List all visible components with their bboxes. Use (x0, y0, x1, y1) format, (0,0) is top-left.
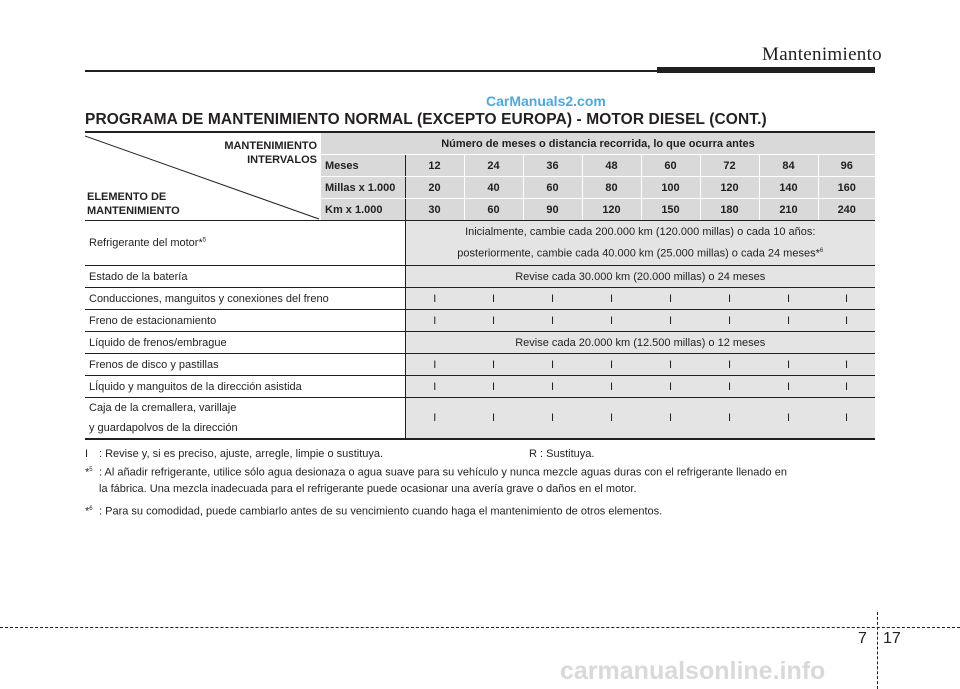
units-value: 36 (523, 155, 582, 177)
inspect-mark: I (700, 398, 759, 440)
inspect-mark: I (405, 310, 464, 332)
units-value: 84 (759, 155, 818, 177)
inspect-mark: I (759, 310, 818, 332)
inspect-mark: I (818, 354, 875, 376)
units-value: 48 (582, 155, 641, 177)
units-value: 96 (818, 155, 875, 177)
units-value: 150 (641, 199, 700, 221)
inspect-mark: I (405, 376, 464, 398)
page-number: 17 (883, 630, 901, 647)
units-value: 72 (700, 155, 759, 177)
note-coolant-symbol: *$^5$ (85, 466, 93, 479)
page-title: PROGRAMA DE MANTENIMIENTO NORMAL (EXCEPTO EUROPA) - MOTOR DIESEL (CONT.) (85, 111, 767, 128)
note-convenience: *$^6$ : Para su comodidad, puede cambiarlo antes de su vencimiento cuando haga el mantenimiento de otros elementos. (85, 501, 885, 520)
inspect-mark: I (464, 288, 523, 310)
inspect-mark: I (759, 354, 818, 376)
units-value: 90 (523, 199, 582, 221)
units-label-km: Km x 1.000 (321, 199, 405, 221)
footer-vertical-dash (877, 612, 878, 689)
units-value: 240 (818, 199, 875, 221)
table-row (85, 266, 875, 288)
interval-text: Revise cada 30.000 km (20.000 millas) o 24 meses (405, 266, 875, 288)
inspect-mark: I (759, 288, 818, 310)
table-row (85, 398, 875, 440)
inspect-mark: I (464, 310, 523, 332)
units-value: 12 (405, 155, 464, 177)
inspect-mark: I (700, 288, 759, 310)
units-value: 120 (700, 177, 759, 199)
table-row (85, 221, 875, 266)
units-value: 60 (464, 199, 523, 221)
inspect-mark: I (759, 398, 818, 440)
note-replace-text: R : Sustituya. (529, 448, 595, 460)
note-coolant-continued: la fábrica. Una mezcla inadecuada para el refrigerante puede ocasionar una avería grave o daños en el motor. (99, 482, 637, 495)
interval-header: Número de meses o distancia recorrida, lo que ocurra antes (321, 132, 875, 155)
inspect-mark: I (700, 354, 759, 376)
inspect-mark: I (759, 376, 818, 398)
inspect-mark: I (464, 398, 523, 440)
units-value: 40 (464, 177, 523, 199)
units-value: 24 (464, 155, 523, 177)
note-inspect-text: : Revise y, si es preciso, ajuste, arregle, limpie o sustituya. (99, 448, 384, 460)
chapter-number: 7 (858, 630, 867, 647)
item-label: Líquido de frenos/embrague (85, 332, 405, 354)
inspect-mark: I (582, 354, 641, 376)
note-inspect (85, 446, 885, 462)
inspect-mark: I (582, 398, 641, 440)
units-value: 140 (759, 177, 818, 199)
item-label: Estado de la batería (85, 266, 405, 288)
units-value: 160 (818, 177, 875, 199)
table-row (85, 354, 875, 376)
units-label-miles: Millas x 1.000 (321, 177, 405, 199)
inspect-mark: I (582, 376, 641, 398)
note-convenience-symbol: *$^6$ (85, 505, 93, 518)
section-header-title: Mantenimiento (762, 44, 882, 65)
inspect-mark: I (700, 310, 759, 332)
units-value: 60 (641, 155, 700, 177)
corner-intervals-label: MANTENIMIENTO INTERVALOS (224, 140, 317, 166)
units-value: 100 (641, 177, 700, 199)
item-label: Caja de la cremallera, varillaje y guardapolvos de la dirección (85, 398, 405, 440)
maintenance-table (85, 131, 875, 440)
watermark-bottom: carmanualsonline.info (560, 657, 826, 685)
header-bar (657, 67, 875, 73)
inspect-mark: I (818, 398, 875, 440)
units-value: 210 (759, 199, 818, 221)
inspect-mark: I (464, 354, 523, 376)
item-label: Conducciones, manguitos y conexiones del freno (85, 288, 405, 310)
table-corner-header (85, 132, 321, 221)
units-value: 60 (523, 177, 582, 199)
table-row (85, 376, 875, 398)
interval-text: Inicialmente, cambie cada 200.000 km (120.000 millas) o cada 10 años: posteriormente, cambie cada 40.000 km (25.000 millas) o cada 24 meses*$^6$ (405, 221, 875, 266)
inspect-mark: I (818, 376, 875, 398)
inspect-mark: I (818, 288, 875, 310)
header-rule (85, 70, 657, 72)
inspect-mark: I (523, 288, 582, 310)
inspect-mark: I (641, 398, 700, 440)
note-inspect-symbol: I (85, 448, 89, 460)
inspect-mark: I (582, 288, 641, 310)
inspect-mark: I (523, 398, 582, 440)
table-row (85, 288, 875, 310)
inspect-mark: I (523, 310, 582, 332)
item-label: Refrigerante del motor*$^5$ (85, 221, 405, 266)
inspect-mark: I (582, 310, 641, 332)
inspect-mark: I (641, 354, 700, 376)
inspect-mark: I (405, 288, 464, 310)
inspect-mark: I (405, 354, 464, 376)
units-value: 120 (582, 199, 641, 221)
item-label: Freno de estacionamiento (85, 310, 405, 332)
inspect-mark: I (641, 288, 700, 310)
inspect-mark: I (523, 376, 582, 398)
inspect-mark: I (641, 310, 700, 332)
table-row (85, 310, 875, 332)
interval-text: Revise cada 20.000 km (12.500 millas) o 12 meses (405, 332, 875, 354)
inspect-mark: I (464, 376, 523, 398)
units-value: 30 (405, 199, 464, 221)
corner-item-label: ELEMENTO DE MANTENIMIENTO (87, 191, 180, 217)
inspect-mark: I (523, 354, 582, 376)
units-value: 80 (582, 177, 641, 199)
footer-dashed-rule (0, 627, 960, 628)
item-label: LÍquido y manguitos de la dirección asistida (85, 376, 405, 398)
note-coolant: *$^5$ : Al añadir refrigerante, utilice sólo agua desionaza o agua suave para su vehículo y nunca mezcle aguas duras con el refrigerante llenado en (85, 462, 885, 481)
footnotes (85, 446, 885, 519)
watermark-top: CarManuals2.com (486, 93, 606, 109)
inspect-mark: I (818, 310, 875, 332)
inspect-mark: I (700, 376, 759, 398)
units-value: 20 (405, 177, 464, 199)
table-row (85, 332, 875, 354)
inspect-mark: I (641, 376, 700, 398)
units-value: 180 (700, 199, 759, 221)
inspect-mark: I (405, 398, 464, 440)
item-label: Frenos de disco y pastillas (85, 354, 405, 376)
units-label-months: Meses (321, 155, 405, 177)
